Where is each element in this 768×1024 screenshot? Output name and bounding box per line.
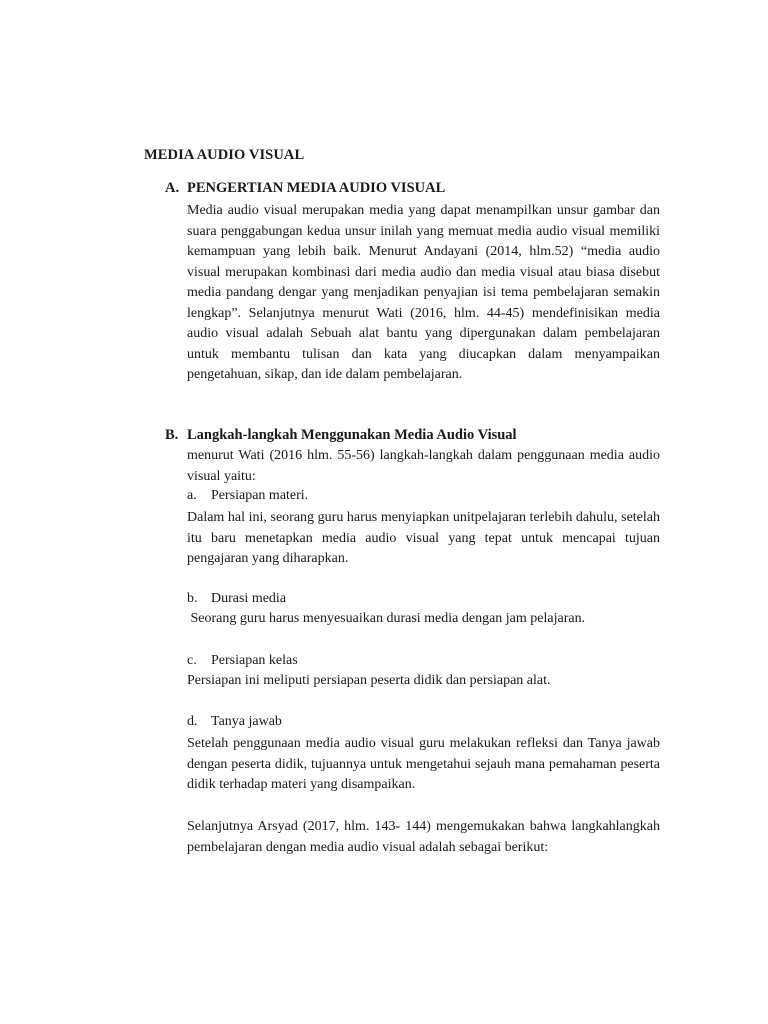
list-item-a-text: Dalam hal ini, seorang guru harus menyiapkan unitpelajaran terlebih dahulu, setelah itu baru menetapkan media audio visual yang tepat untuk mencapai tujuan pengajaran yang diharapkan. xyxy=(187,510,660,566)
list-item-letter: c. xyxy=(187,653,197,668)
section-b-marker: B. xyxy=(165,427,179,443)
section-b-heading xyxy=(165,427,517,444)
list-item-title: Durasi media xyxy=(211,591,287,606)
section-a-paragraph: Media audio visual merupakan media yang dapat menampilkan unsur gambar dan suara penggabungan kedua unsur inilah yang memuat media audio visual memiliki kemampuan yang lebih baik. Menurut Andayani (2014, hlm.52) “media audio visual merupakan kombinasi dari media audio dan media visual atau biasa disebut media pandang dengar yang menjadikan penyajian isi tema pembelajaran semakin lengkap”. Selanjutnya menurut Wati (2016, hlm. 44-45) mendefinisikan media audio visual adalah Sebuah alat bantu yang dipergunakan dalam pembelajaran untuk membantu tulisan dan kata yang diucapkan dalam menyampaikan pengetahuan, sikap, dan ide dalam pembelajaran. xyxy=(187,203,660,382)
section-b-intro: menurut Wati (2016 hlm. 55-56) langkah-langkah dalam penggunaan media audio visual yaitu: xyxy=(187,448,660,484)
section-b-title: Langkah-langkah Menggunakan Media Audio Visual xyxy=(187,427,517,443)
list-item-title: Persiapan materi. xyxy=(211,488,309,503)
list-item-title: Tanya jawab xyxy=(211,714,282,729)
list-item-c-label xyxy=(187,653,298,669)
section-a-heading xyxy=(165,180,445,197)
list-item-title: Persiapan kelas xyxy=(211,653,298,668)
section-a-title: PENGERTIAN MEDIA AUDIO VISUAL xyxy=(187,180,446,196)
closing-paragraph: Selanjutnya Arsyad (2017, hlm. 143- 144) mengemukakan bahwa langkahlangkah pembelajaran dengan media audio visual adalah sebagai berikut: xyxy=(187,819,660,855)
list-item-letter: d. xyxy=(187,714,198,729)
list-item-letter: b. xyxy=(187,591,198,606)
list-item-d-label xyxy=(187,714,282,730)
list-item-letter: a. xyxy=(187,488,197,503)
list-item-b-label xyxy=(187,591,286,607)
list-item-d-text: Setelah penggunaan media audio visual guru melakukan refleksi dan Tanya jawab dengan peserta didik, tujuannya untuk mengetahui sejauh mana pemahaman peserta didik terhadap materi yang disampaikan. xyxy=(187,736,660,792)
section-a-marker: A. xyxy=(165,180,180,196)
list-item-b-text: Seorang guru harus menyesuaikan durasi media dengan jam pelajaran. xyxy=(187,611,586,626)
list-item-a-label xyxy=(187,488,308,504)
document-title: MEDIA AUDIO VISUAL xyxy=(144,147,305,163)
list-item-c-text: Persiapan ini meliputi persiapan peserta didik dan persiapan alat. xyxy=(187,673,551,688)
